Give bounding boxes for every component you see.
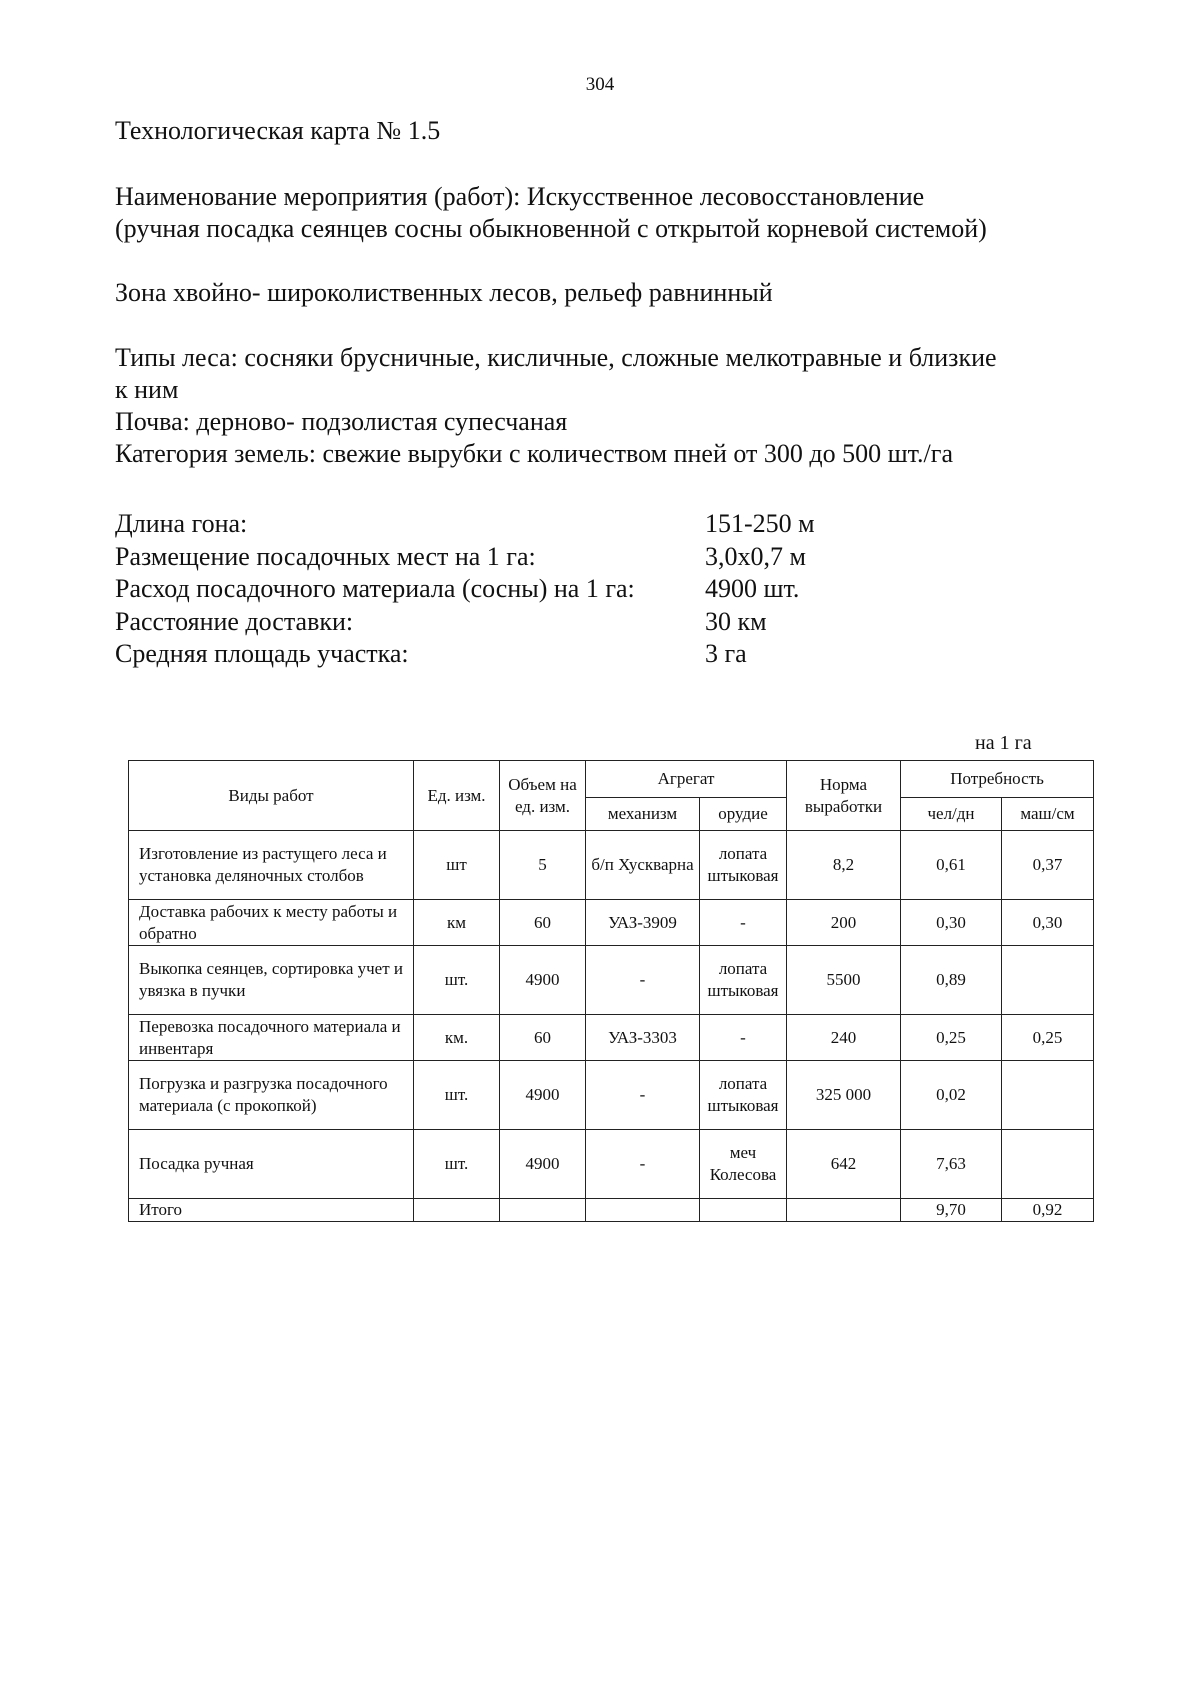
cell-person-days: 0,02 — [901, 1061, 1002, 1130]
parameter-label: Расстояние доставки: — [115, 606, 354, 636]
cell-machine-shifts — [1002, 1061, 1094, 1130]
cell-mechanism: - — [586, 1130, 700, 1199]
table-row — [129, 946, 1094, 1015]
document-title: Технологическая карта № 1.5 — [115, 116, 441, 145]
cell-machine-shifts — [1002, 946, 1094, 1015]
cell-machine-shifts — [1002, 1130, 1094, 1199]
header-volume: Объем на ед. изм. — [500, 761, 586, 831]
table-row — [129, 900, 1094, 946]
cell-tool: меч Колесова — [700, 1130, 787, 1199]
parameter-label: Расход посадочного материала (сосны) на 1 га: — [115, 574, 635, 603]
cell-tool: - — [700, 900, 787, 946]
table-row — [129, 831, 1094, 900]
cell-mechanism: УАЗ-3303 — [586, 1015, 700, 1061]
total-person-days: 9,70 — [901, 1199, 1002, 1222]
works-table — [128, 760, 1094, 1222]
total-label: Итого — [129, 1199, 414, 1222]
total-machine-shifts: 0,92 — [1002, 1199, 1094, 1222]
cell-unit: км — [414, 900, 500, 946]
cell-unit: шт. — [414, 1130, 500, 1199]
parameter-row — [115, 638, 815, 671]
activity-line-1: Наименование мероприятия (работ): Искусственное лесовосстановление — [115, 182, 925, 211]
activity-line-2: (ручная посадка сеянцев сосны обыкновенной с открытой корневой системой) — [115, 214, 987, 243]
cell-norm: 240 — [787, 1015, 901, 1061]
per-unit-note: на 1 га — [975, 732, 1032, 754]
page-number: 304 — [585, 74, 615, 95]
parameters-list — [115, 508, 815, 671]
parameter-row — [115, 606, 815, 639]
cell-volume: 60 — [500, 900, 586, 946]
soil-text: Почва: дерново- подзолистая супесчаная — [115, 407, 568, 436]
parameter-value: 4900 шт. — [705, 574, 800, 603]
empty-cell — [586, 1199, 700, 1222]
header-tool: орудие — [700, 798, 787, 831]
header-machine-shifts: маш/см — [1002, 798, 1094, 831]
table-row — [129, 1130, 1094, 1199]
cell-person-days: 0,30 — [901, 900, 1002, 946]
cell-volume: 4900 — [500, 1130, 586, 1199]
parameter-label: Размещение посадочных мест на 1 га: — [115, 541, 536, 571]
cell-work: Перевозка посадочного материала и инвентаря — [129, 1015, 414, 1061]
cell-machine-shifts: 0,30 — [1002, 900, 1094, 946]
parameter-row — [115, 541, 815, 574]
parameter-label: Средняя площадь участка: — [115, 639, 409, 668]
cell-norm: 642 — [787, 1130, 901, 1199]
table-row — [129, 1015, 1094, 1061]
header-norm: Норма выработки — [787, 761, 901, 831]
site-description — [115, 342, 1115, 470]
cell-person-days: 0,25 — [901, 1015, 1002, 1061]
cell-mechanism: - — [586, 1061, 700, 1130]
empty-cell — [787, 1199, 901, 1222]
cell-volume: 4900 — [500, 1061, 586, 1130]
empty-cell — [414, 1199, 500, 1222]
table-header-row — [129, 761, 1094, 798]
cell-person-days: 7,63 — [901, 1130, 1002, 1199]
parameter-row — [115, 573, 815, 606]
header-unit: Ед. изм. — [414, 761, 500, 831]
forest-types-line-2: к ним — [115, 375, 179, 404]
cell-tool: лопата штыковая — [700, 831, 787, 900]
header-need: Потребность — [901, 761, 1094, 798]
cell-person-days: 0,89 — [901, 946, 1002, 1015]
parameter-label: Длина гона: — [115, 509, 248, 538]
parameter-value: 3,0х0,7 м — [705, 541, 806, 571]
table-total-row — [129, 1199, 1094, 1222]
parameter-value: 3 га — [705, 639, 747, 668]
header-person-days: чел/дн — [901, 798, 1002, 831]
cell-tool: лопата штыковая — [700, 1061, 787, 1130]
cell-volume: 5 — [500, 831, 586, 900]
cell-unit: шт. — [414, 1061, 500, 1130]
cell-work: Доставка рабочих к месту работы и обратно — [129, 900, 414, 946]
cell-tool: лопата штыковая — [700, 946, 787, 1015]
header-mechanism: механизм — [586, 798, 700, 831]
cell-mechanism: - — [586, 946, 700, 1015]
cell-work: Выкопка сеянцев, сортировка учет и увязка в пучки — [129, 946, 414, 1015]
activity-description — [115, 181, 1115, 245]
cell-norm: 5500 — [787, 946, 901, 1015]
parameter-value: 151-250 м — [705, 509, 815, 538]
cell-mechanism: б/п Хускварна — [586, 831, 700, 900]
cell-unit: км. — [414, 1015, 500, 1061]
header-aggregate: Агрегат — [586, 761, 787, 798]
forest-types-line-1: Типы леса: сосняки брусничные, кисличные, сложные мелкотравные и близкие — [115, 343, 997, 372]
cell-unit: шт — [414, 831, 500, 900]
cell-work: Изготовление из растущего леса и установка деляночных столбов — [129, 831, 414, 900]
land-category-text: Категория земель: свежие вырубки с количеством пней от 300 до 500 шт./га — [115, 439, 953, 468]
cell-norm: 8,2 — [787, 831, 901, 900]
parameter-row — [115, 508, 815, 541]
table-row — [129, 1061, 1094, 1130]
cell-work: Погрузка и разгрузка посадочного материала (с прокопкой) — [129, 1061, 414, 1130]
empty-cell — [500, 1199, 586, 1222]
header-work: Виды работ — [129, 761, 414, 831]
cell-norm: 200 — [787, 900, 901, 946]
cell-person-days: 0,61 — [901, 831, 1002, 900]
cell-tool: - — [700, 1015, 787, 1061]
cell-norm: 325 000 — [787, 1061, 901, 1130]
parameter-value: 30 км — [705, 606, 767, 636]
cell-unit: шт. — [414, 946, 500, 1015]
cell-machine-shifts: 0,25 — [1002, 1015, 1094, 1061]
cell-work: Посадка ручная — [129, 1130, 414, 1199]
empty-cell — [700, 1199, 787, 1222]
cell-volume: 60 — [500, 1015, 586, 1061]
cell-volume: 4900 — [500, 946, 586, 1015]
zone-text: Зона хвойно- широколиственных лесов, рельеф равнинный — [115, 278, 773, 307]
cell-mechanism: УАЗ-3909 — [586, 900, 700, 946]
cell-machine-shifts: 0,37 — [1002, 831, 1094, 900]
